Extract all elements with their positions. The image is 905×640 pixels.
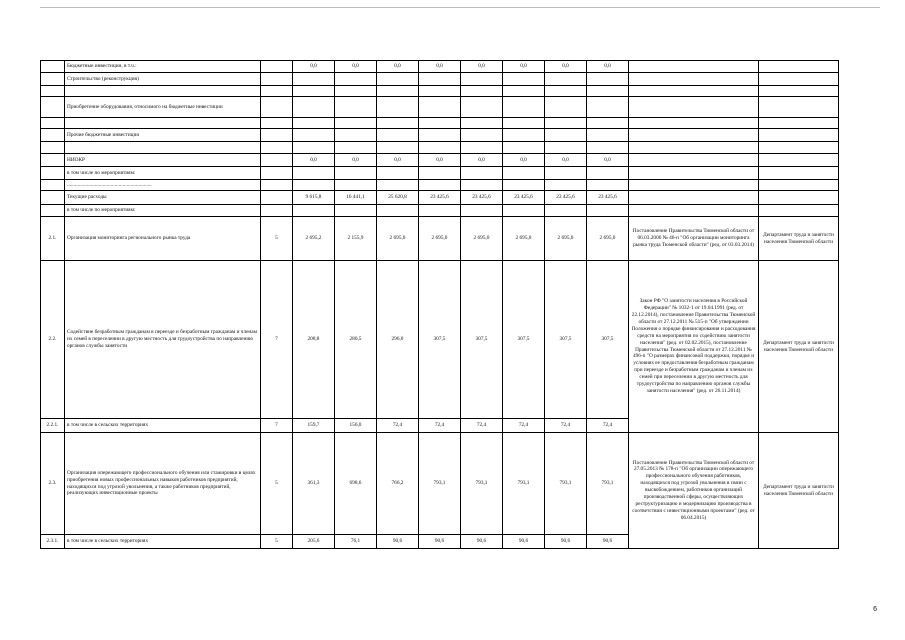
value-cell: 2 695,2 [293,217,335,261]
value-cell [419,97,461,118]
row-title [65,142,261,154]
executor: Департамент труда и занятости населения Тюменской области [759,217,839,261]
table-row [41,73,839,86]
executor [759,129,839,142]
table-row [41,205,839,217]
legal-basis [629,205,759,217]
row-title: ................................................................ [65,180,261,191]
value-cell: 90,6 [461,535,503,549]
legal-basis [629,191,759,205]
table-row [41,129,839,142]
value-cell [461,73,503,86]
executor [759,180,839,191]
table-row [41,180,839,191]
row-number [41,97,65,118]
budget-table [40,60,839,549]
row-title: Бюджетные инвестиции, в т.ч.: [65,61,261,73]
value-cell [503,167,545,180]
value-cell [461,129,503,142]
row-code [261,154,293,167]
executor [759,61,839,73]
value-cell [461,167,503,180]
value-cell [335,118,377,129]
value-cell [419,180,461,191]
row-number: 2.1. [41,217,65,261]
value-cell [293,205,335,217]
legal-basis: Постановление Правительства Тюменской области от 06.03.2006 № 46-п "Об организации мониторинга рынка труда Тюменской области" (ред. от 03.03.2014) [629,217,759,261]
value-cell [293,129,335,142]
value-cell: 280,5 [335,261,377,419]
value-cell [503,86,545,97]
value-cell [545,97,587,118]
value-cell [503,129,545,142]
value-cell: 0,0 [419,61,461,73]
executor [759,97,839,118]
row-number [41,129,65,142]
value-cell [377,129,419,142]
value-cell [419,73,461,86]
value-cell: 793,1 [587,433,629,535]
executor [759,191,839,205]
value-cell: 0,0 [545,61,587,73]
value-cell [461,142,503,154]
value-cell: 90,6 [377,535,419,549]
value-cell: 296,0 [377,261,419,419]
value-cell: 0,0 [293,61,335,73]
value-cell: 23 425,6 [545,191,587,205]
row-number [41,180,65,191]
value-cell [587,97,629,118]
value-cell: 208,8 [293,261,335,419]
value-cell [293,86,335,97]
value-cell: 90,6 [503,535,545,549]
value-cell: 25 620,8 [377,191,419,205]
value-cell: 307,5 [545,261,587,419]
row-number: 2.3.1. [41,535,65,549]
legal-basis: Постановление Правительства Тюменской области от 27.05.2013 № 178-п "Об организации опережающего профессионального обучения работников, находящихся под угрозой увольнения в связи с высвобождением, работников организаций производственной сферы, осуществляющих реструктуризацию и модернизацию производства в соответствии с инвестиционными проектами" (ред. от 06.04.2015) [629,433,759,549]
row-code [261,118,293,129]
value-cell: 0,0 [503,61,545,73]
row-title: Прочие бюджетные инвестиции [65,129,261,142]
legal-basis: Закон РФ "О занятости населения в Российской Федерации" № 1032-1 от 19.04.1991 (ред. от 22.12.2014), постановление Правительства Тюменской области от 27.12.2011 № 515-п "Об утверждении Положения о порядке финансирования и расходования средств на мероприятия по содействию занятости населения" (ред. от 02.02.2015), постановление Правительства Тюменской области от 27.12.2011 № 496-п "О размерах финансовой поддержки, порядке и условиях ее предоставления безработным гражданам при переезде и безработным гражданам и членам их семей при переселении в другую местность для трудоустройства по направлению органов службы занятости населения" (ред. от 26.11.2014) [629,261,759,433]
legal-basis [629,129,759,142]
value-cell [587,129,629,142]
row-code: 7 [261,261,293,419]
legal-basis [629,118,759,129]
value-cell: 205,6 [293,535,335,549]
value-cell: 793,1 [419,433,461,535]
value-cell: 0,0 [335,154,377,167]
value-cell [335,167,377,180]
executor [759,118,839,129]
row-code: 5 [261,535,293,549]
value-cell: 0,0 [377,61,419,73]
value-cell [503,180,545,191]
value-cell [503,142,545,154]
row-number [41,154,65,167]
value-cell: 307,5 [587,261,629,419]
value-cell [377,167,419,180]
value-cell [335,205,377,217]
value-cell [335,86,377,97]
legal-basis [629,73,759,86]
value-cell [461,97,503,118]
value-cell: 156,0 [335,419,377,433]
table-row-2-1 [41,217,839,261]
table-row [41,191,839,205]
row-number [41,73,65,86]
value-cell [293,97,335,118]
value-cell: 0,0 [419,154,461,167]
executor [759,154,839,167]
value-cell [461,205,503,217]
row-title: в том числе по мероприятиям: [65,205,261,217]
value-cell: 0,0 [461,154,503,167]
value-cell: 766,2 [377,433,419,535]
value-cell: 0,0 [587,154,629,167]
row-number [41,86,65,97]
row-code [261,191,293,205]
row-title: Строительство (реконструкция) [65,73,261,86]
executor [759,142,839,154]
row-code [261,61,293,73]
row-code [261,97,293,118]
value-cell: 0,0 [377,154,419,167]
value-cell: 793,1 [461,433,503,535]
main-rows [41,217,839,549]
value-cell [587,205,629,217]
row-number: 2.2. [41,261,65,419]
row-number [41,142,65,154]
value-cell [335,180,377,191]
row-number [41,191,65,205]
row-code [261,86,293,97]
row-number: 2.3. [41,433,65,535]
table-row [41,154,839,167]
value-cell [545,86,587,97]
value-cell [545,118,587,129]
value-cell: 361,3 [293,433,335,535]
row-code [261,167,293,180]
value-cell: 72,4 [587,419,629,433]
value-cell [461,118,503,129]
value-cell [419,129,461,142]
executor [759,86,839,97]
executor [759,167,839,180]
value-cell [377,142,419,154]
value-cell: 23 425,6 [461,191,503,205]
value-cell [545,205,587,217]
value-cell [587,180,629,191]
row-code [261,129,293,142]
value-cell [503,73,545,86]
row-code: 7 [261,419,293,433]
value-cell: 23 425,6 [419,191,461,205]
value-cell: 90,6 [587,535,629,549]
executor [759,73,839,86]
value-cell [293,167,335,180]
value-cell: 307,5 [461,261,503,419]
value-cell [377,86,419,97]
legal-basis [629,180,759,191]
legal-basis [629,61,759,73]
row-title: НИОКР [65,154,261,167]
table-row [41,61,839,73]
value-cell [419,142,461,154]
row-title: Организация опережающего профессионального обучения или стажировки в целях приобретения новых профессиональных навыков работников предприятий, находящихся под угрозой увольнения, а также работников предприятий, реализующих инвестиционные проекты [65,433,261,535]
row-number [41,167,65,180]
value-cell: 2 695,0 [377,217,419,261]
value-cell [587,73,629,86]
value-cell: 2 695,0 [503,217,545,261]
value-cell [335,97,377,118]
value-cell: 793,1 [545,433,587,535]
page-number: 6 [873,606,877,613]
row-title: Организация мониторинга регионального рынка труда [65,217,261,261]
row-code [261,205,293,217]
value-cell [545,142,587,154]
value-cell: 72,4 [419,419,461,433]
value-cell: 0,0 [335,61,377,73]
value-cell: 9 615,8 [293,191,335,205]
table-row-2-3 [41,433,839,535]
value-cell [587,167,629,180]
value-cell [419,167,461,180]
value-cell: 76,1 [335,535,377,549]
row-code [261,142,293,154]
row-number [41,118,65,129]
top-rows [41,61,839,217]
value-cell [503,97,545,118]
value-cell: 2 695,0 [461,217,503,261]
value-cell: 23 425,6 [587,191,629,205]
value-cell: 159,7 [293,419,335,433]
legal-basis [629,154,759,167]
value-cell: 307,5 [419,261,461,419]
table-row-2-2 [41,261,839,419]
value-cell [293,142,335,154]
row-code [261,73,293,86]
value-cell [503,118,545,129]
value-cell: 793,1 [503,433,545,535]
row-number: 2.2.1. [41,419,65,433]
value-cell [293,118,335,129]
row-title: в том числе в сельских территориях [65,535,261,549]
value-cell [545,73,587,86]
value-cell [293,180,335,191]
row-title: Текущие расходы [65,191,261,205]
value-cell: 90,6 [545,535,587,549]
value-cell [377,205,419,217]
value-cell: 72,4 [377,419,419,433]
value-cell [461,86,503,97]
value-cell: 72,4 [461,419,503,433]
table-row [41,97,839,118]
row-number [41,205,65,217]
value-cell [545,180,587,191]
value-cell [503,205,545,217]
row-title: Приобретение оборудования, относимого на бюджетные инвестиции [65,97,261,118]
row-code [261,180,293,191]
table-row [41,167,839,180]
executor: Департамент труда и занятости населения Тюменской области [759,433,839,549]
value-cell [293,73,335,86]
value-cell [377,180,419,191]
value-cell [377,118,419,129]
value-cell: 90,6 [419,535,461,549]
value-cell: 2 695,0 [545,217,587,261]
legal-basis [629,142,759,154]
value-cell: 16 441,1 [335,191,377,205]
value-cell: 72,4 [503,419,545,433]
row-title: в том числе в сельских территориях [65,419,261,433]
row-code: 5 [261,217,293,261]
value-cell: 2 695,0 [419,217,461,261]
value-cell: 0,0 [503,154,545,167]
row-title: Содействие безработным гражданам в переезде и безработным гражданам и членам их семей в переселении в другую местность для трудоустройства по направлению органов службы занятости [65,261,261,419]
value-cell [587,142,629,154]
executor: Департамент труда и занятости населения Тюменской области [759,261,839,433]
value-cell [377,97,419,118]
value-cell [545,129,587,142]
row-title: в том числе по мероприятиям: [65,167,261,180]
value-cell [461,180,503,191]
executor [759,205,839,217]
table-row [41,118,839,129]
legal-basis [629,167,759,180]
legal-basis [629,86,759,97]
value-cell [587,118,629,129]
value-cell: 698,6 [335,433,377,535]
row-code: 5 [261,433,293,535]
value-cell [587,86,629,97]
value-cell: 0,0 [587,61,629,73]
value-cell: 0,0 [461,61,503,73]
value-cell: 2 695,0 [587,217,629,261]
top-border-line [40,7,880,8]
value-cell [419,205,461,217]
row-number [41,61,65,73]
value-cell [335,129,377,142]
value-cell [419,118,461,129]
value-cell: 0,0 [545,154,587,167]
value-cell [377,73,419,86]
value-cell [335,73,377,86]
value-cell: 23 425,6 [503,191,545,205]
value-cell: 0,0 [293,154,335,167]
value-cell: 307,5 [503,261,545,419]
value-cell: 2 155,9 [335,217,377,261]
table-row [41,142,839,154]
legal-basis [629,97,759,118]
row-title [65,86,261,97]
value-cell [545,167,587,180]
value-cell: 72,4 [545,419,587,433]
value-cell [419,86,461,97]
table-row [41,86,839,97]
value-cell [335,142,377,154]
row-title [65,118,261,129]
